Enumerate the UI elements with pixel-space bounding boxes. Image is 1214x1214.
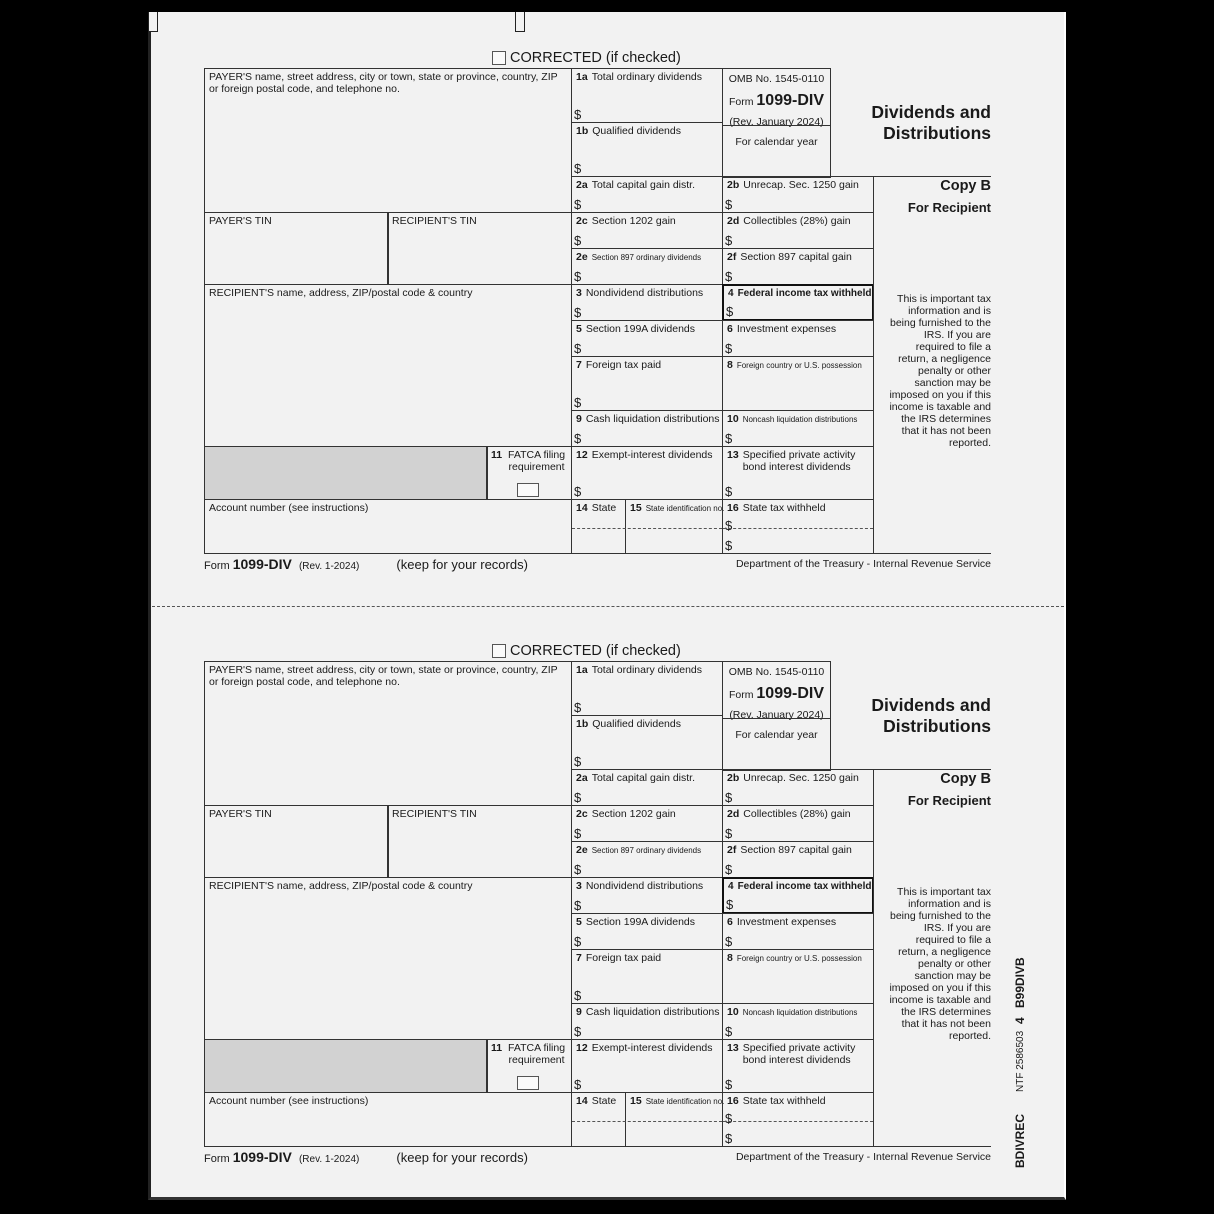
copy-info-panel [873, 769, 991, 1147]
dollar-sign: $ [574, 269, 582, 284]
department-label: Department of the Treasury - Internal Revenue Service [735, 1151, 991, 1163]
box-label: Noncash liquidation distributions [742, 415, 858, 424]
box-number: 13 [727, 1042, 739, 1054]
dollar-sign: $ [725, 826, 733, 841]
recipient-tin-field[interactable] [387, 805, 572, 878]
box-11-number: 11 [491, 1042, 503, 1054]
calendar-year-label: For calendar year [735, 136, 818, 148]
box-number: 14 [576, 1095, 588, 1107]
dollar-sign: $ [726, 897, 734, 912]
box-2a[interactable] [571, 176, 723, 213]
dollar-sign: $ [726, 304, 734, 319]
box-label: Collectibles (28%) gain [743, 215, 851, 227]
corrected-checkbox-row [492, 643, 681, 659]
box-label: Total capital gain distr. [591, 772, 695, 784]
box-5[interactable] [571, 913, 723, 950]
dollar-sign: $ [725, 862, 733, 877]
state-tax-divider [723, 1121, 873, 1122]
corrected-label: CORRECTED (if checked) [510, 643, 681, 659]
form-copy [0, 0, 1214, 572]
for-recipient-label: For Recipient [907, 793, 991, 808]
recipient-name-label: RECIPIENT'S name, address, ZIP/postal code & country [209, 880, 473, 892]
box-label: Exempt-interest dividends [591, 1042, 713, 1054]
box-label: Section 897 ordinary dividends [591, 253, 702, 262]
box-label: Collectibles (28%) gain [743, 808, 851, 820]
dollar-sign: $ [725, 538, 733, 553]
fatca-checkbox[interactable] [517, 483, 539, 497]
box-number: 16 [727, 502, 739, 514]
box-2a[interactable] [571, 769, 723, 806]
box-number: 2e [576, 844, 588, 856]
box-3[interactable] [571, 284, 723, 321]
box-label: Federal income tax withheld [737, 288, 872, 299]
box-13[interactable] [722, 1039, 874, 1093]
box-label: Unrecap. Sec. 1250 gain [743, 179, 859, 191]
box-number: 10 [727, 413, 739, 425]
box-number: 4 [728, 288, 734, 299]
box-2b[interactable] [722, 176, 874, 213]
box-14[interactable] [571, 499, 626, 554]
form-title [830, 102, 991, 144]
box-number: 15 [630, 1095, 642, 1107]
dollar-sign: $ [725, 233, 733, 248]
box-label: Cash liquidation distributions [585, 413, 720, 425]
box-15[interactable] [625, 499, 723, 554]
important-notice: This is important tax information and is being furnished to the IRS. If you are required to file a return, a negligence penalty or other sanction may be imposed on you if this income is taxable and the IRS determines that it has not been reported. [889, 886, 991, 1042]
payer-name-field[interactable] [204, 661, 572, 806]
fatca-checkbox[interactable] [517, 1076, 539, 1090]
box-number: 2f [727, 251, 737, 263]
box-number: 5 [576, 916, 582, 928]
dollar-sign: $ [574, 826, 582, 841]
form-name: 1099-DIV [756, 92, 824, 109]
box-number: 2a [576, 179, 588, 191]
title-line-2: Distributions [883, 716, 991, 736]
box-label: Qualified dividends [592, 125, 681, 137]
box-label: Foreign country or U.S. possession [736, 954, 862, 963]
recipient-tin-label: RECIPIENT'S TIN [392, 215, 477, 227]
box-11-number: 11 [491, 449, 503, 461]
box-label: Investment expenses [736, 916, 837, 928]
box-8[interactable] [722, 949, 874, 1004]
state-row-divider [572, 528, 722, 529]
dollar-sign: $ [725, 431, 733, 446]
footer-form-word: Form [204, 1153, 230, 1165]
shaded-area [204, 1039, 488, 1093]
box-9[interactable] [571, 410, 723, 447]
footer-form-word: Form [204, 560, 230, 572]
box-number: 2a [576, 772, 588, 784]
box-number: 3 [576, 287, 582, 299]
bottom-rule [873, 1146, 991, 1147]
dollar-sign: $ [574, 934, 582, 949]
box-number: 2d [727, 215, 740, 227]
shaded-area [204, 446, 488, 500]
dollar-sign: $ [725, 484, 733, 499]
box-label: Cash liquidation distributions [585, 1006, 720, 1018]
recipient-name-label: RECIPIENT'S name, address, ZIP/postal code & country [209, 287, 473, 299]
box-label: Total capital gain distr. [591, 179, 695, 191]
title-line-1: Dividends and [871, 695, 991, 715]
box-2c[interactable] [571, 805, 723, 842]
box-number: 6 [727, 323, 733, 335]
box-number: 2d [727, 808, 740, 820]
form-word: Form [728, 96, 754, 108]
box-label: Section 897 ordinary dividends [591, 846, 702, 855]
footer-revision: (Rev. 1-2024) [298, 561, 360, 572]
form-revision: (Rev. January 2024) [729, 709, 824, 721]
box-4[interactable] [722, 877, 874, 914]
payer-tin-field[interactable] [204, 805, 389, 878]
payer-name-label: PAYER'S name, street address, city or town, state or province, country, ZIP or foreign postal code, and telephone no. [209, 664, 558, 688]
box-label: Nondividend distributions [585, 880, 704, 892]
box-number: 13 [727, 449, 739, 461]
box-number: 10 [727, 1006, 739, 1018]
header-rule [830, 176, 991, 177]
dollar-sign: $ [574, 197, 582, 212]
footer-form-name: 1099-DIV [232, 1149, 292, 1165]
box-number: 2b [727, 772, 740, 784]
box-2f[interactable] [722, 841, 874, 878]
box-13[interactable] [722, 446, 874, 500]
box-label: State identification no. [645, 1097, 725, 1106]
corrected-checkbox-row [492, 50, 681, 66]
dollar-sign: $ [574, 107, 582, 122]
box-number: 8 [727, 952, 733, 964]
dollar-sign: $ [574, 1077, 582, 1092]
box-label: Nondividend distributions [585, 287, 704, 299]
payer-name-label: PAYER'S name, street address, city or town, state or province, country, ZIP or foreign postal code, and telephone no. [209, 71, 558, 95]
dollar-sign: $ [574, 898, 582, 913]
dollar-sign: $ [574, 341, 582, 356]
box-5[interactable] [571, 320, 723, 357]
box-9[interactable] [571, 1003, 723, 1040]
form-word: Form [728, 689, 754, 701]
box-number: 8 [727, 359, 733, 371]
box-label: State [591, 1095, 617, 1107]
box-3[interactable] [571, 877, 723, 914]
box-11-fatca [486, 446, 572, 500]
important-notice: This is important tax information and is being furnished to the IRS. If you are required to file a return, a negligence penalty or other sanction may be imposed on you if this income is taxable and the IRS determines that it has not been reported. [889, 293, 991, 449]
box-label: Unrecap. Sec. 1250 gain [743, 772, 859, 784]
copy-info-panel [873, 176, 991, 554]
side-code-b99divb: B99DIVB [1013, 957, 1027, 1008]
dollar-sign: $ [574, 484, 582, 499]
calendar-year-label: For calendar year [735, 729, 818, 741]
box-2c[interactable] [571, 212, 723, 249]
box-number: 7 [576, 359, 582, 371]
payer-tin-field[interactable] [204, 212, 389, 285]
box-label: Investment expenses [736, 323, 837, 335]
header-rule [830, 769, 991, 770]
box-10[interactable] [722, 410, 874, 447]
box-1a[interactable] [571, 68, 723, 123]
omb-number: OMB No. 1545-0110 [728, 73, 825, 85]
box-10[interactable] [722, 1003, 874, 1040]
box-number: 7 [576, 952, 582, 964]
dollar-sign: $ [574, 790, 582, 805]
box-2e[interactable] [571, 841, 723, 878]
dollar-sign: $ [725, 341, 733, 356]
box-label: Total ordinary dividends [591, 71, 702, 83]
payer-tin-label: PAYER'S TIN [209, 215, 272, 227]
box-label: Section 199A dividends [585, 323, 696, 335]
box-label: Section 1202 gain [591, 215, 676, 227]
state-row-divider [572, 1121, 722, 1122]
box-label: Foreign tax paid [585, 952, 662, 964]
side-code-4: 4 [1013, 1017, 1027, 1024]
box-label: Federal income tax withheld [737, 881, 872, 892]
box-1a[interactable] [571, 661, 723, 716]
dollar-sign: $ [574, 1024, 582, 1039]
dollar-sign: $ [574, 700, 582, 715]
box-6[interactable] [722, 320, 874, 357]
corrected-label: CORRECTED (if checked) [510, 50, 681, 66]
account-number-field[interactable] [204, 499, 572, 554]
payer-name-field[interactable] [204, 68, 572, 213]
box-11-label: FATCA filing requirement [508, 449, 566, 473]
box-12[interactable] [571, 446, 723, 500]
box-14[interactable] [571, 1092, 626, 1147]
box-12[interactable] [571, 1039, 723, 1093]
box-label: State identification no. [645, 504, 725, 513]
side-code-bdivrec: BDIVREC [1013, 1113, 1027, 1168]
box-number: 14 [576, 502, 588, 514]
dollar-sign: $ [574, 161, 582, 176]
box-label: Total ordinary dividends [591, 664, 702, 676]
box-11-label: FATCA filing requirement [508, 1042, 566, 1066]
box-label: Foreign country or U.S. possession [736, 361, 862, 370]
box-2f[interactable] [722, 248, 874, 285]
bottom-rule [873, 553, 991, 554]
box-label: Section 897 capital gain [740, 251, 852, 263]
box-label: Foreign tax paid [585, 359, 662, 371]
dollar-sign: $ [725, 269, 733, 284]
box-16[interactable] [722, 1092, 874, 1147]
form-footer [204, 1149, 528, 1165]
copy-b-label: Copy B [940, 178, 991, 194]
box-number: 1a [576, 664, 588, 676]
box-11-fatca [486, 1039, 572, 1093]
corrected-checkbox[interactable] [492, 644, 506, 658]
form-title [830, 695, 991, 737]
box-label: Section 1202 gain [591, 808, 676, 820]
box-number: 4 [728, 881, 734, 892]
dollar-sign: $ [574, 988, 582, 1003]
box-number: 5 [576, 323, 582, 335]
dollar-sign: $ [574, 305, 582, 320]
box-2d[interactable] [722, 212, 874, 249]
box-1b[interactable] [571, 715, 723, 770]
form-id-block [722, 68, 831, 178]
account-number-label: Account number (see instructions) [209, 502, 369, 514]
box-label: Specified private activity bond interest dividends [742, 1042, 856, 1066]
box-number: 12 [576, 449, 588, 461]
form-id-block [722, 661, 831, 771]
box-number: 1b [576, 718, 589, 730]
keep-records-note: (keep for your records) [396, 557, 528, 572]
box-label: Section 199A dividends [585, 916, 696, 928]
box-number: 1a [576, 71, 588, 83]
dollar-sign: $ [725, 1111, 733, 1126]
box-number: 2c [576, 215, 588, 227]
dollar-sign: $ [725, 1024, 733, 1039]
box-number: 2c [576, 808, 588, 820]
form-name: 1099-DIV [756, 685, 824, 702]
recipient-tin-label: RECIPIENT'S TIN [392, 808, 477, 820]
keep-records-note: (keep for your records) [396, 1150, 528, 1165]
dollar-sign: $ [725, 197, 733, 212]
box-label: State [591, 502, 617, 514]
state-tax-divider [723, 528, 873, 529]
dollar-sign: $ [725, 1131, 733, 1146]
box-number: 1b [576, 125, 589, 137]
box-label: Specified private activity bond interest dividends [742, 449, 856, 473]
side-code-ntf: NTF 2586503 [1015, 1030, 1026, 1092]
corrected-checkbox[interactable] [492, 51, 506, 65]
omb-number: OMB No. 1545-0110 [728, 666, 825, 678]
department-label: Department of the Treasury - Internal Revenue Service [735, 558, 991, 570]
footer-revision: (Rev. 1-2024) [298, 1154, 360, 1165]
box-label: Exempt-interest dividends [591, 449, 713, 461]
account-number-field[interactable] [204, 1092, 572, 1147]
box-number: 3 [576, 880, 582, 892]
payer-tin-label: PAYER'S TIN [209, 808, 272, 820]
for-recipient-label: For Recipient [907, 200, 991, 215]
dollar-sign: $ [574, 754, 582, 769]
dollar-sign: $ [725, 1077, 733, 1092]
title-line-2: Distributions [883, 123, 991, 143]
footer-form-name: 1099-DIV [232, 556, 292, 572]
form-footer [204, 556, 528, 572]
dollar-sign: $ [725, 934, 733, 949]
box-number: 2b [727, 179, 740, 191]
dollar-sign: $ [574, 431, 582, 446]
box-number: 16 [727, 1095, 739, 1107]
account-number-label: Account number (see instructions) [209, 1095, 369, 1107]
dollar-sign: $ [574, 862, 582, 877]
form-revision: (Rev. January 2024) [729, 116, 824, 128]
recipient-tin-field[interactable] [387, 212, 572, 285]
box-1b[interactable] [571, 122, 723, 177]
box-number: 9 [576, 413, 582, 425]
box-8[interactable] [722, 356, 874, 411]
box-number: 2f [727, 844, 737, 856]
copy-b-label: Copy B [940, 771, 991, 787]
box-6[interactable] [722, 913, 874, 950]
box-label: Noncash liquidation distributions [742, 1008, 858, 1017]
recipient-name-field[interactable] [204, 284, 572, 447]
box-number: 15 [630, 502, 642, 514]
box-4[interactable] [722, 284, 874, 321]
box-2b[interactable] [722, 769, 874, 806]
title-line-1: Dividends and [871, 102, 991, 122]
recipient-name-field[interactable] [204, 877, 572, 1040]
dollar-sign: $ [574, 395, 582, 410]
box-label: Qualified dividends [592, 718, 681, 730]
box-2e[interactable] [571, 248, 723, 285]
dollar-sign: $ [574, 233, 582, 248]
box-number: 12 [576, 1042, 588, 1054]
form-copy [0, 593, 1214, 1165]
box-7[interactable] [571, 949, 723, 1004]
box-16[interactable] [722, 499, 874, 554]
box-2d[interactable] [722, 805, 874, 842]
box-15[interactable] [625, 1092, 723, 1147]
box-label: Section 897 capital gain [740, 844, 852, 856]
box-number: 2e [576, 251, 588, 263]
dollar-sign: $ [725, 518, 733, 533]
dollar-sign: $ [725, 790, 733, 805]
box-label: State tax withheld [742, 1095, 826, 1107]
box-number: 6 [727, 916, 733, 928]
box-label: State tax withheld [742, 502, 826, 514]
box-number: 9 [576, 1006, 582, 1018]
box-7[interactable] [571, 356, 723, 411]
